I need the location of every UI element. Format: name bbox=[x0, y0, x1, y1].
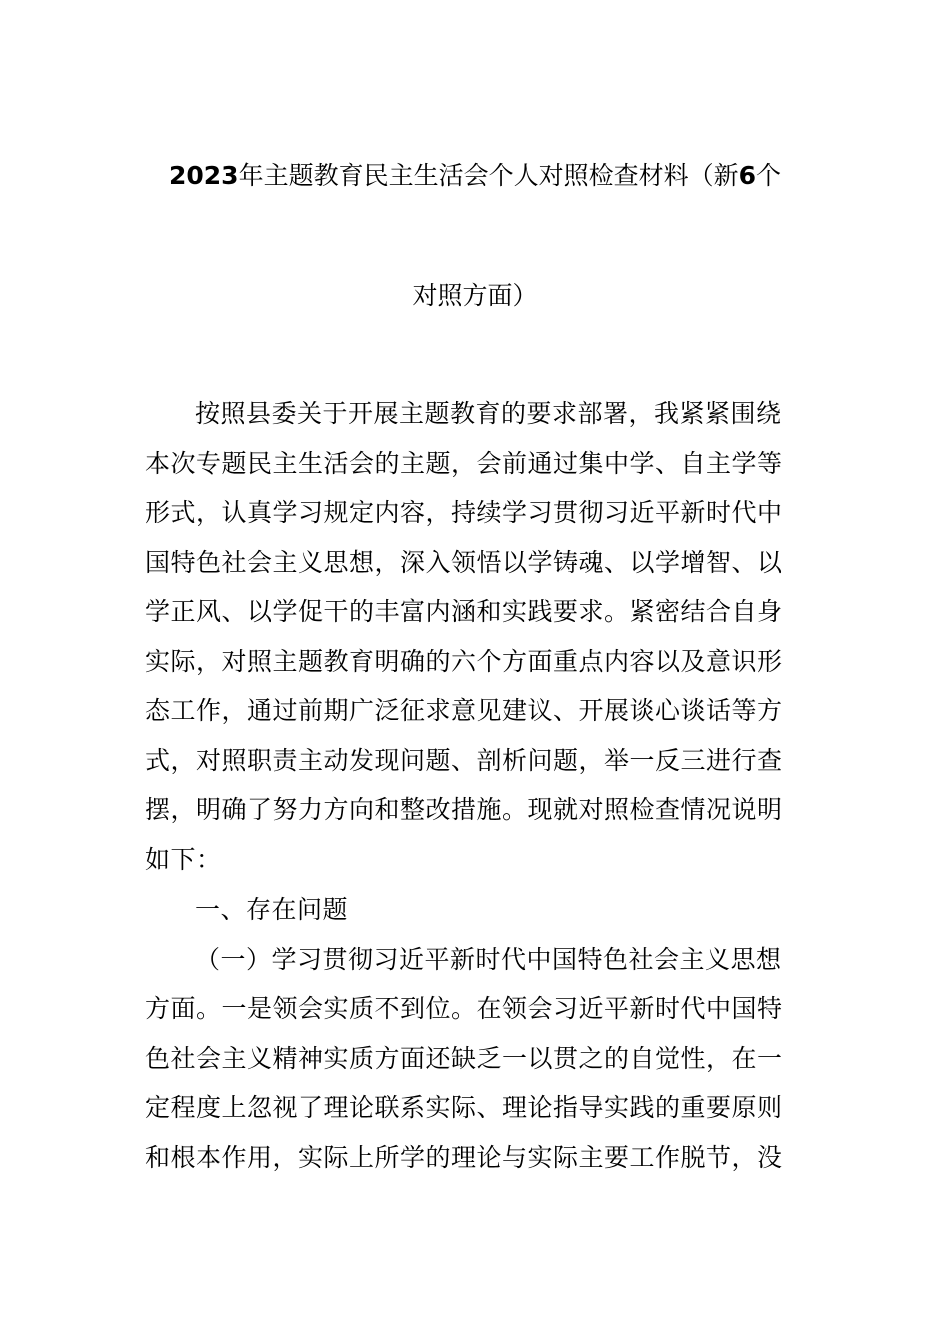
body-line: 摆，明确了努力方向和整改措施。现就对照检查情况说明 bbox=[145, 795, 783, 824]
title-number: 6 bbox=[738, 161, 756, 190]
body-line: 态工作，通过前期广泛征求意见建议、开展谈心谈话等方 bbox=[145, 696, 783, 725]
body-line: 式，对照职责主动发现问题、剖析问题，举一反三进行查 bbox=[145, 746, 783, 775]
title-text: 年主题教育民主生活会个人对照检查材料（新 bbox=[238, 161, 739, 190]
body-line: 实际，对照主题教育明确的六个方面重点内容以及意识形 bbox=[145, 647, 783, 676]
body-line: 和根本作用，实际上所学的理论与实际主要工作脱节，没 bbox=[145, 1143, 783, 1172]
document-title-line-1 bbox=[0, 160, 950, 192]
body-line: 国特色社会主义思想，深入领悟以学铸魂、以学增智、以 bbox=[145, 548, 783, 577]
body-line: 色社会主义精神实质方面还缺乏一以贯之的自觉性，在一 bbox=[145, 1044, 783, 1073]
body-line: 如下： bbox=[145, 845, 222, 874]
body-line: 按照县委关于开展主题教育的要求部署，我紧紧围绕 bbox=[195, 399, 782, 428]
section-heading: 一、存在问题 bbox=[195, 895, 349, 924]
body-line: 形式，认真学习规定内容，持续学习贯彻习近平新时代中 bbox=[145, 498, 783, 527]
title-year: 2023 bbox=[168, 161, 239, 190]
body-line: 本次专题民主生活会的主题，会前通过集中学、自主学等 bbox=[145, 449, 783, 478]
body-line: 学正风、以学促干的丰富内涵和实践要求。紧密结合自身 bbox=[145, 597, 783, 626]
body-line: 定程度上忽视了理论联系实际、理论指导实践的重要原则 bbox=[145, 1093, 783, 1122]
body-line: （一）学习贯彻习近平新时代中国特色社会主义思想 bbox=[195, 945, 782, 974]
body-line: 方面。一是领会实质不到位。在领会习近平新时代中国特 bbox=[145, 994, 783, 1023]
document-title-line-2: 对照方面） bbox=[412, 281, 538, 310]
title-end: 个 bbox=[756, 161, 782, 190]
